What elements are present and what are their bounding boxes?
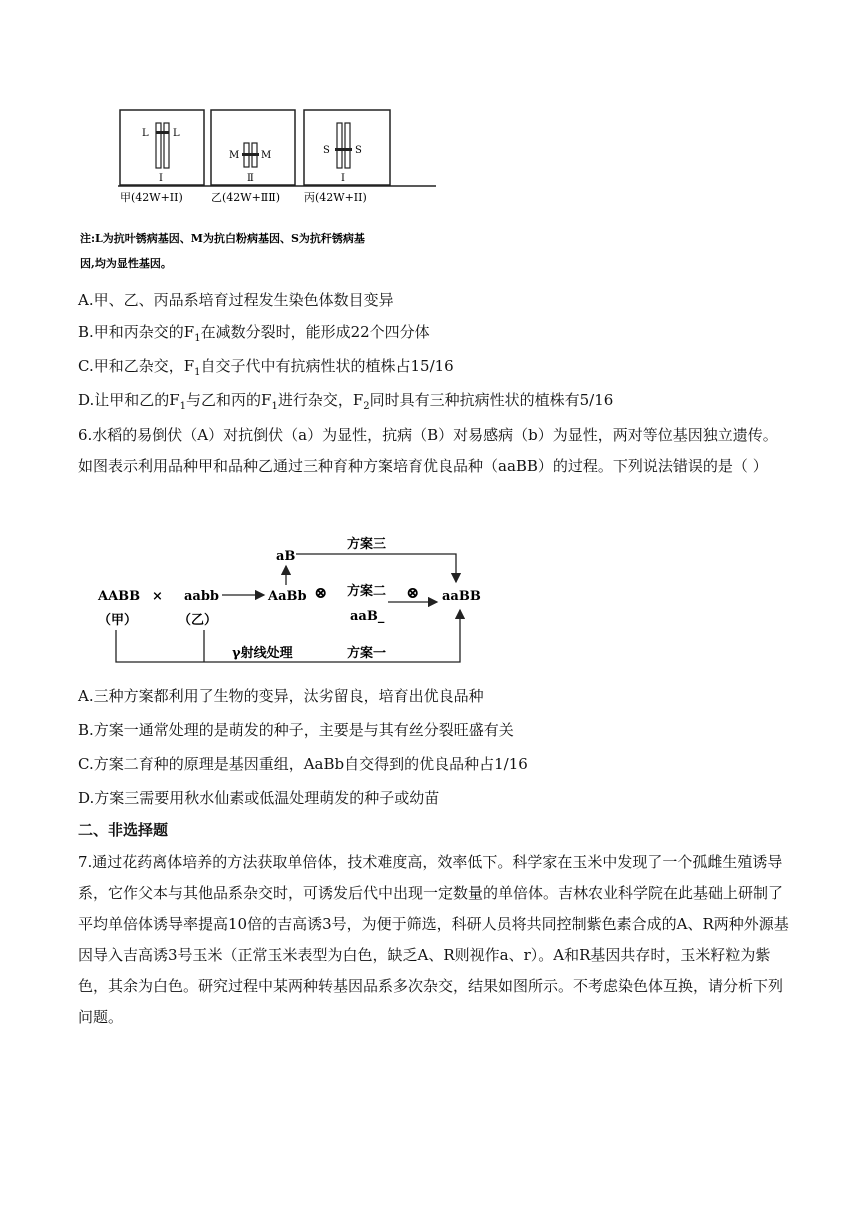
strain-label-bing: 丙(42W+ⅠⅠ) <box>304 191 367 204</box>
figure-note-line2: 因,均为显性基因。 <box>80 257 172 270</box>
f1-genotype: AaBb <box>268 589 307 604</box>
chromosome-box-3 <box>304 110 390 185</box>
chrom-label-3: I <box>341 173 345 184</box>
selfing-genotype: aaB_ <box>350 609 385 624</box>
q6-option-b: B.方案一通常处理的是萌发的种子，主要是与其有丝分裂旺盛有关 <box>78 721 514 739</box>
gamma-ray-label: γ射线处理 <box>232 646 293 661</box>
plan1-label: 方案一 <box>347 646 387 661</box>
chrom-label-1: I <box>159 173 163 184</box>
strain-label-jia: 甲(42W+ⅠⅠ) <box>120 191 183 204</box>
q5-option-a: A.甲、乙、丙品系培育过程发生染色体数目变异 <box>78 291 394 309</box>
q7-text: 7.通过花药离体培养的方法获取单倍体，技术难度高，效率低下。科学家在玉米中发现了一个孤雌生殖诱导系，它作父本与其他品系杂交时，可诱发后代中出现一定数量的单倍体。吉林农业科学院在此基础上研制了平均单倍体诱导率提高10倍的吉高诱3号，为便于筛选，科研人员将共同控制紫色素合成的A、R两种外源基因导入吉高诱3号玉米（正常玉米表型为白色，缺乏A、R则视作a、r）。A和R基因共存时，玉米籽粒为紫色，其余为白色。研究过程中某两种转基因品系多次杂交，结果如图所示。不考虑染色体互换，请分析下列问题。 <box>78 853 789 1026</box>
plan3-label: 方案三 <box>347 537 387 552</box>
gene-label-1a: L <box>142 128 149 139</box>
self-symbol-1: ⊗ <box>314 583 328 602</box>
q5-option-b: B.甲和丙杂交的$F_1$在减数分裂时，能形成22个四分体 <box>78 323 430 344</box>
chrom-label-2: Ⅱ <box>247 173 254 184</box>
q5-option-c: C.甲和乙杂交，$F_1$自交子代中有抗病性状的植株占15/16 <box>78 357 454 378</box>
breeding-scheme-diagram <box>92 530 482 670</box>
q6-option-d: D.方案三需要用秋水仙素或低温处理萌发的种子或幼苗 <box>78 789 440 807</box>
cross-symbol: × <box>152 589 163 604</box>
q5-option-d: D.让甲和乙的$F_1$与乙和丙的$F_1$进行杂交，$F_2$同时具有三种抗病性状的植株有5/16 <box>78 391 614 412</box>
parent2-label: （乙） <box>178 613 218 628</box>
gene-label-2a: M <box>229 150 240 161</box>
target-genotype: aaBB <box>442 589 481 604</box>
gamete-genotype: aB <box>276 549 296 564</box>
q6-stem: 6.水稻的易倒伏（A）对抗倒伏（a）为显性，抗病（B）对易感病（b）为显性，两对等位基因独立遗传。如图表示利用品种甲和品种乙通过三种育种方案培育优良品种（aaBB）的过程。下列说法错误的是（ ） <box>78 426 778 475</box>
parent1-genotype: AABB <box>98 589 141 604</box>
gene-label-3b: S <box>355 145 362 156</box>
strain-label-yi: 乙(42W+ⅡⅡ) <box>211 191 281 204</box>
plan2-label: 方案二 <box>347 584 387 599</box>
gene-label-3a: S <box>323 145 330 156</box>
gene-label-2b: M <box>261 150 272 161</box>
parent2-genotype: aabb <box>184 589 220 604</box>
gene-label-1b: L <box>173 128 180 139</box>
self-symbol-2: ⊗ <box>406 583 420 602</box>
chromosome-figure <box>80 105 448 275</box>
q6-option-c: C.方案二育种的原理是基因重组，AaBb自交得到的优良品种占1/16 <box>78 755 528 773</box>
q6-option-a: A.三种方案都利用了生物的变异，汰劣留良，培育出优良品种 <box>78 687 484 705</box>
section-heading: 二、非选择题 <box>78 821 169 839</box>
figure-note-line1: 注:L为抗叶锈病基因、M为抗白粉病基因、S为抗秆锈病基 <box>80 232 365 245</box>
parent1-label: （甲） <box>98 613 138 628</box>
